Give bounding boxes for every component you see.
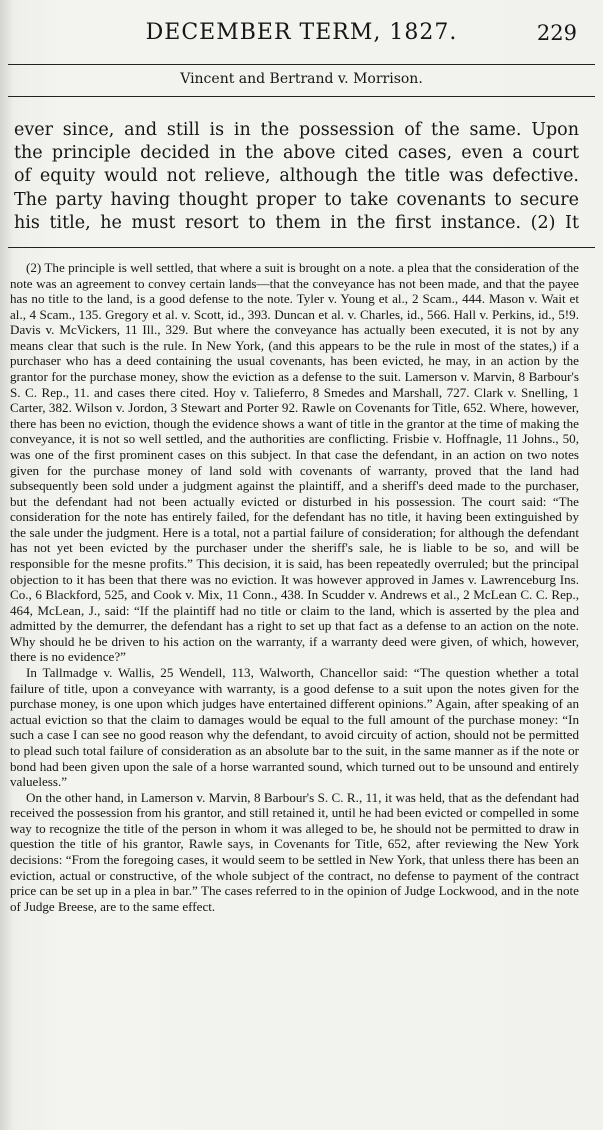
- footnote: [10, 260, 579, 914]
- footnote-rule: [8, 247, 595, 248]
- main-text: [14, 119, 579, 235]
- footnote-paragraph: (2) The principle is well settled, that where a suit is brought on a note. a plea that the consideration of the note was an agreement to convey certain lands—that the conveyance has not been made, and that the payee has no title to the land, is a good defense to the note. Tyler v. Young et al., 2 Scam., 444. Mason v. Wait et al., 4 Scam., 135. Gregory et al. v. Scott, id., 393. Duncan et al. v. Charles, id., 566. Hall v. Perkins, id., 5!9. Davis v. McVickers, 11 Ill., 329. But where the conveyance has actually been executed, it is not by any means clear that such is the rule. In New York, (and this appears to be the rule in most of the states,) if a purchaser who has a deed containing the usual covenants, has been evicted, he may, in an action by the grantor for the purchase money, show the eviction as a defense to the suit. Lamerson v. Marvin, 8 Barbour's S. C. Rep., 11. and cases there cited. Hoy v. Talieferro, 8 Smedes and Marshall, 727. Clark v. Snelling, 1 Carter, 382. Wilson v. Jordon, 3 Stewart and Porter 92. Rawle on Covenants for Title, 652. Where, however, there has been no eviction, though the evidence shows a want of title in the grantor at the time of making the conveyance, it is not so well settled, and the authorities are conflicting. Frisbie v. Hoffnagle, 11 Johns., 50, was one of the first prominent cases on this subject. In that case the defendant, in an action on two notes given for the purchase money of land sold with covenants of warranty, proved that the land had subsequently been sold under a judgment against the plaintiff, and a sheriff's deed made to the purchaser, but the defendant had not been actually evicted or disturbed in his possession. The court said: “The consideration for the note has entirely failed, for the defendant has no title, it having been extinguished by the sale under the judgment. Here is a total, not a partial failure of consideration; for although the defendant has not yet been evicted by the purchaser under the sheriff's sale, he is liable to be so, and will be responsible for the mesne profits.” This decision, it is said, has been repeatedly overruled; but the principal objection to it has been that there was no eviction. It was however approved in James v. Lawrenceburg Ins. Co., 6 Blackford, 525, and Cook v. Mix, 11 Conn., 438. In Scudder v. Andrews et al., 2 McLean C. C. Rep., 464, McLean, J., said: “If the plaintiff had no title or claim to the land, which is asserted by the plea and admitted by the demurrer, the defendant has a right to set up that fact as a defense to an action on the note. Why should he be driven to his action on the warranty, if a warranty deed were given, of which, however, there is no evidence?”: [10, 260, 579, 665]
- case-caption: Vincent and Bertrand v. Morrison.: [180, 71, 423, 87]
- footnote-paragraph: On the other hand, in Lamerson v. Marvin, 8 Barbour's S. C. R., 11, it was held, that as the defendant had received the possession from his grantor, and still retained it, until he had been evicted or compelled in some way to recognize the title of the person in whom it was alleged to be, he should not be permitted to draw in question the title of his grantor, Rawle says, in Covenants for Title, 652, after reviewing the New York decisions: “From the foregoing cases, it would seem to be settled in New York, that unless there has been an eviction, actual or constructive, of the whole subject of the contract, no defense to payment of the contract price can be set up in a plea in bar.” The cases referred to in the opinion of Judge Lockwood, and in the note of Judge Breese, are to the same effect.: [10, 789, 579, 914]
- page-number: 229: [536, 21, 577, 45]
- caption-rule: [8, 96, 595, 97]
- header-rule: [8, 64, 595, 65]
- running-title: DECEMBER TERM, 1827.: [145, 20, 458, 45]
- running-header: [0, 18, 603, 48]
- main-text-line: The party having thought proper to take covenants to secure: [14, 189, 579, 210]
- main-text-line: ever since, and still is in the possession of the same. Upon: [14, 120, 579, 140]
- main-text-line: his title, he must resort to them in the first instance. (2) It: [14, 212, 579, 233]
- main-text-line: the principle decided in the above cited cases, even a court: [14, 143, 579, 164]
- footnote-paragraph: In Tallmadge v. Wallis, 25 Wendell, 113, Walworth, Chancellor said: “The question whether a total failure of title, upon a conveyance with warranty, is a good defense to a suit upon the notes given for the purchase money, is one upon which judges have entertained different opinions.” Again, after speaking of an actual eviction so that the claim to damages would be equal to the full amount of the purchase money: “In such a case I can see no good reason why the defendant, to avoid circuity of action, should not be permitted to plead such total failure of consideration as an absolute bar to the suit, in the same manner as if the note or bond had been given upon the sale of a horse warranted sound, which turned out to be unsound and entirely valueless.”: [10, 665, 579, 790]
- main-text-line: of equity would not relieve, although the title was defective.: [14, 166, 579, 187]
